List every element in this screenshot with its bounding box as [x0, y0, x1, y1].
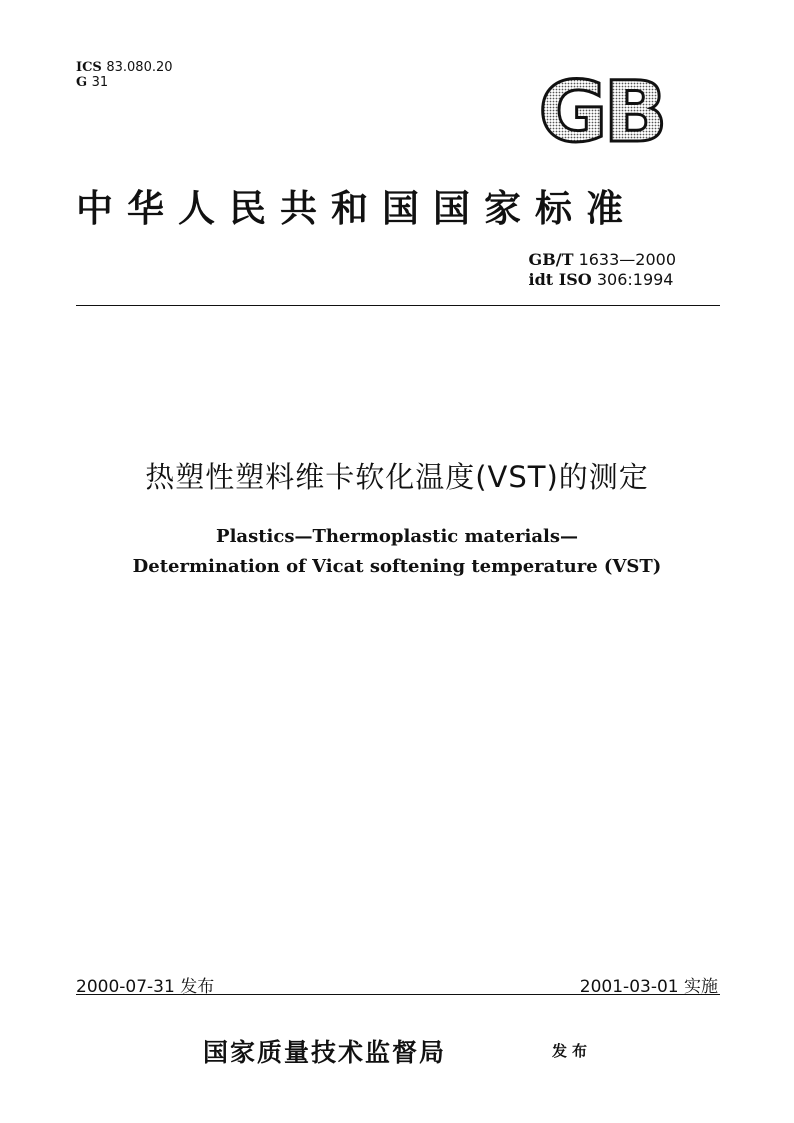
chinese-title: 热塑性塑料维卡软化温度(VST)的测定 [145, 460, 649, 494]
ics-value: 83.080.20 [106, 60, 173, 75]
g-code [76, 75, 173, 90]
issuing-authority: 国家质量技术监督局 [203, 1038, 447, 1067]
gb-logo [528, 70, 674, 150]
english-title-line2: Determination of Vicat softening temperature (VST) [132, 556, 662, 577]
top-divider [76, 305, 720, 306]
iso-prefix: idt ISO [528, 270, 592, 289]
publish-date: 2000-07-31 发布 [76, 977, 215, 997]
gb-logo-text: GB [538, 70, 664, 150]
iso-number: 306:1994 [596, 270, 674, 289]
standard-number-line2 [529, 270, 676, 290]
classification-codes [76, 60, 173, 90]
ics-code [76, 60, 173, 75]
ics-label: ICS [76, 60, 102, 75]
national-standard-heading: 中华人民共和国国家标准 [76, 186, 637, 230]
gbt-prefix: GB/T [528, 250, 574, 269]
standard-number-line1 [529, 250, 676, 270]
standard-number [529, 250, 676, 290]
g-label: G [76, 75, 88, 90]
g-value: 31 [91, 75, 109, 90]
english-title-line1: Plastics—Thermoplastic materials— [216, 526, 578, 547]
bottom-divider [76, 994, 720, 995]
gbt-number: 1633—2000 [578, 250, 676, 269]
implement-date: 2001-03-01 实施 [579, 977, 718, 997]
issue-label: 发布 [552, 1042, 593, 1060]
